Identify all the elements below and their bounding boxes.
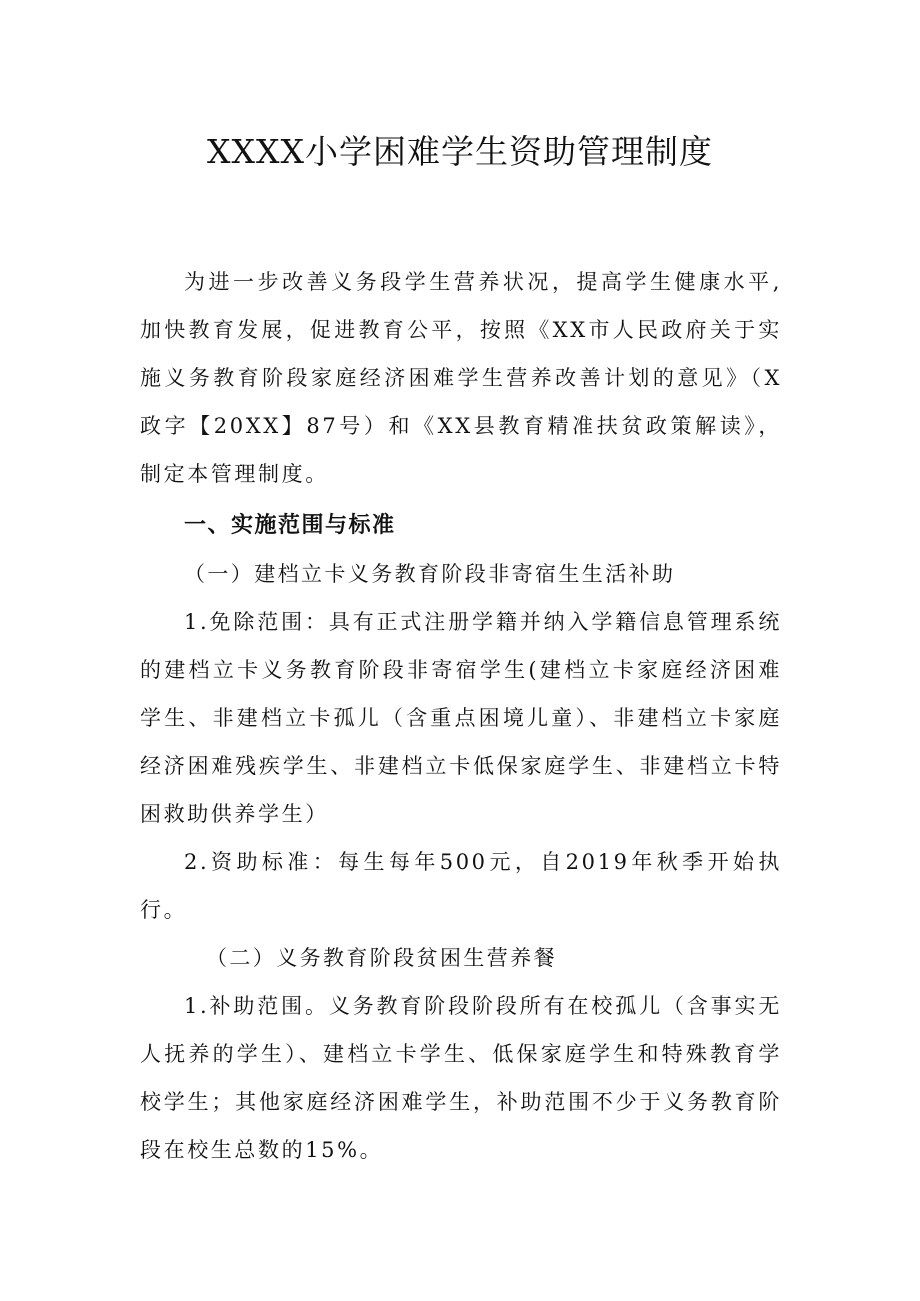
document-body <box>140 258 782 1174</box>
paragraph-item: 2.资助标准：每生每年500元，自2019年秋季开始执行。 <box>140 850 782 922</box>
section-heading: 一、实施范围与标准 <box>184 513 396 538</box>
intro-paragraph: 为进一步改善义务段学生营养状况，提高学生健康水平,加快教育发展，促进教育公平，按照《XX市人民政府关于实施义务教育阶段家庭经济困难学生营养改善计划的意见》（X政字【20XX】87号）和《XX县教育精准扶贫政策解读》，制定本管理制度。 <box>140 270 782 486</box>
paragraph-item: 1.补助范围。义务教育阶段阶段所有在校孤儿（含事实无人抚养的学生）、建档立卡学生、低保家庭学生和特殊教育学校学生；其他家庭经济困难学生，补助范围不少于义务教育阶段在校生总数的15%。 <box>140 994 782 1162</box>
subsection-heading: （二）义务教育阶段贫困生营养餐 <box>206 946 557 970</box>
subsection-heading: （一）建档立卡义务教育阶段非寄宿生生活补助 <box>184 562 676 586</box>
paragraph-item: 1.免除范围：具有正式注册学籍并纳入学籍信息管理系统的建档立卡义务教育阶段非寄宿学生(建档立卡家庭经济困难学生、非建档立卡孤儿（含重点困境儿童）、非建档立卡家庭经济困难残疾学生、非建档立卡低保家庭学生、非建档立卡特困救助供养学生） <box>140 610 782 826</box>
document-title: XXXX小学困难学生资助管理制度 <box>207 132 713 171</box>
